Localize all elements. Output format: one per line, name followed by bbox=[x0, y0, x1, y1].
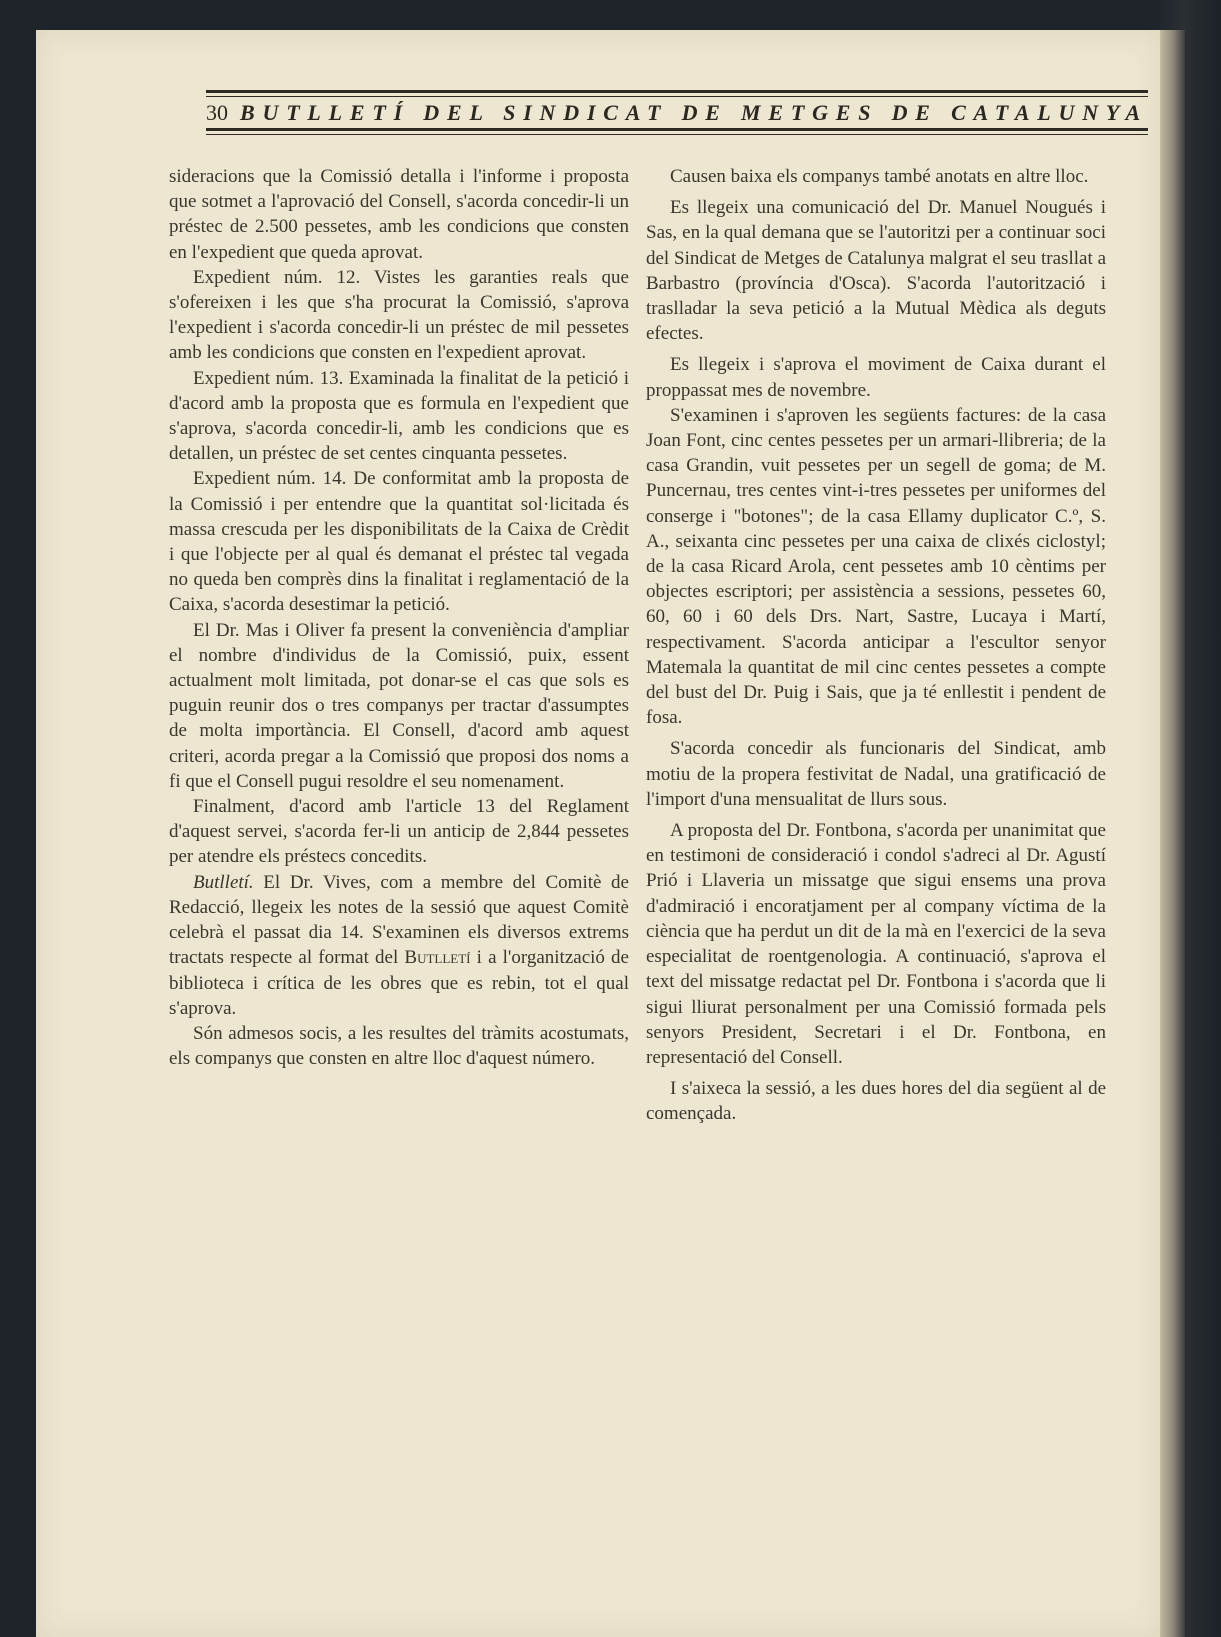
paragraph: A proposta del Dr. Fontbona, s'acorda per unanimitat que en testimoni de consideració i condol s'adreci al Dr. Agustí Prió i Llaveria un missatge que sigui ensems una prova d'admiració i encoratjament per al company víctima de la ciència que ha perdut un dit de la mà en l'exercici de la seva especialitat de roentgenologia. A continuació, s'aprova el text del missatge redactat pel Dr. Fontbona i s'acorda que li sigui lliurat personalment per una Comissió formada pels senyors President, Secretari i el Dr. Fontbona, en representació del Consell. bbox=[646, 820, 1106, 1068]
header-rule-bottom-thin bbox=[206, 134, 1148, 135]
paragraph-text: i a l'organització de biblioteca i crítica de les obres que es rebin, tot el qual s'aprova. bbox=[169, 947, 629, 1019]
paragraph: El Dr. Mas i Oliver fa present la conveniència d'ampliar el nombre d'individus de la Comissió, puix, essent actualment molt limitada, pot donar-se el cas que sols es puguin reunir dos o tres companys per tractar d'assumptes de molta importància. El Consell, d'acord amb aquest criteri, acorda pregar a la Comissió que proposi dos noms a fi que el Consell pugui resoldre el seu nomenament. bbox=[169, 619, 629, 792]
journal-page bbox=[36, 30, 1160, 1637]
paragraph: Es llegeix i s'aprova el moviment de Caixa durant el proppassat mes de novembre. bbox=[646, 354, 1106, 401]
paragraph: Són admesos socis, a les resultes del tràmits acostumats, els companys que consten en altre lloc d'aquest número. bbox=[169, 1022, 629, 1070]
right-column bbox=[646, 164, 1106, 1127]
paragraph: Es llegeix una comunicació del Dr. Manuel Nougués i Sas, en la qual demana que se l'autoritzi per a continuar soci del Sindicat de Metges de Catalunya malgrat el seu trasllat a Barbastro (província d'Osca). S'acorda l'autorització i traslladar la seva petició a la Mutual Mèdica als deguts efectes. bbox=[646, 197, 1106, 345]
paragraph: S'examinen i s'aproven les següents factures: de la casa Joan Font, cinc centes pessetes per un armari-llibreria; de la casa Grandin, vuit pessetes per un segell de goma; de M. Puncernau, tres centes vint-i-tres pessetes per uniformes del conserge i "botones"; de la casa Ellamy duplicator C.º, S. A., seixanta cinc pessetes per una caixa de clixés ciclostyl; de la casa Ricard Arola, cent pessetes amb 10 cèntims per objectes escriptori; per assistència a sessions, pessetes 60, 60, 60 i 60 dels Drs. Nart, Sastre, Lucaya i Martí, respectivament. S'acorda anticipar a l'escultor senyor Matemala la quantitat de mil cinc centes pessetes a compte del bust del Dr. Puig i Sais, que ja té enllestit i pendent de fosa. bbox=[646, 404, 1106, 729]
paragraph: Expedient núm. 12. Vistes les garanties reals que s'ofereixen i les que s'ha procurat la Comissió, s'aprova l'expedient i s'acorda concedir-li un préstec de mil pessetes amb les condicions que consten en l'expedient aprovat. bbox=[169, 266, 629, 364]
journal-title: BUTLLETÍ DEL SINDICAT DE METGES DE CATALUNYA bbox=[240, 100, 1148, 125]
paragraph: Finalment, d'acord amb l'article 13 del Reglament d'aquest servei, s'acorda fer-li un anticip de 2,844 pessetes per atendre els préstecs concedits. bbox=[169, 796, 629, 868]
paragraph: I s'aixeca la sessió, a les dues hores del dia següent al de començada. bbox=[646, 1078, 1106, 1125]
left-column bbox=[169, 164, 629, 1071]
paragraph: Expedient núm. 13. Examinada la finalitat de la petició i d'acord amb la proposta que es formula en l'expedient que s'aprova, s'acorda concedir-li, amb les condicions que es detallen, un préstec de set centes cinquanta pessetes. bbox=[169, 367, 629, 465]
paragraph: Expedient núm. 14. De conformitat amb la proposta de la Comissió i per entendre que la quantitat sol·licitada és massa crescuda per les disponibilitats de la Caixa de Crèdit i que l'objecte per al qual és demanat el préstec tal vegada no queda ben comprès dins la finalitat i reglamentació de la Caixa, s'acorda desestimar la petició. bbox=[169, 468, 629, 616]
header-rule-bottom bbox=[206, 128, 1148, 131]
paragraph-text: El Dr. Vives, com a membre del Comitè de Redacció, llegeix les notes de la sessió que aquest Comitè celebrà el passat dia 14. S'examinen els diversos extrems tractats respecte al format del bbox=[169, 871, 629, 969]
journal-name: Butlletí bbox=[404, 947, 471, 969]
paragraph bbox=[169, 870, 629, 1021]
page-number: 30 bbox=[206, 100, 228, 125]
section-lead: Butlletí. bbox=[193, 871, 254, 893]
paragraph: Causen baixa els companys també anotats en altre lloc. bbox=[670, 166, 1089, 187]
header-rule-top bbox=[206, 90, 1148, 93]
running-head bbox=[206, 98, 1148, 126]
paragraph: sideracions que la Comissió detalla i l'informe i proposta que sotmet a l'aprovació del Consell, s'acorda concedir-li un préstec de 2.500 pessetes, amb les condicions que consten en l'expedient que queda aprovat. bbox=[169, 166, 629, 263]
paragraph: S'acorda concedir als funcionaris del Sindicat, amb motiu de la propera festivitat de Nadal, una gratificació de l'import d'una mensualitat de llurs sous. bbox=[646, 738, 1106, 810]
header-rule-top-thin bbox=[206, 96, 1148, 97]
